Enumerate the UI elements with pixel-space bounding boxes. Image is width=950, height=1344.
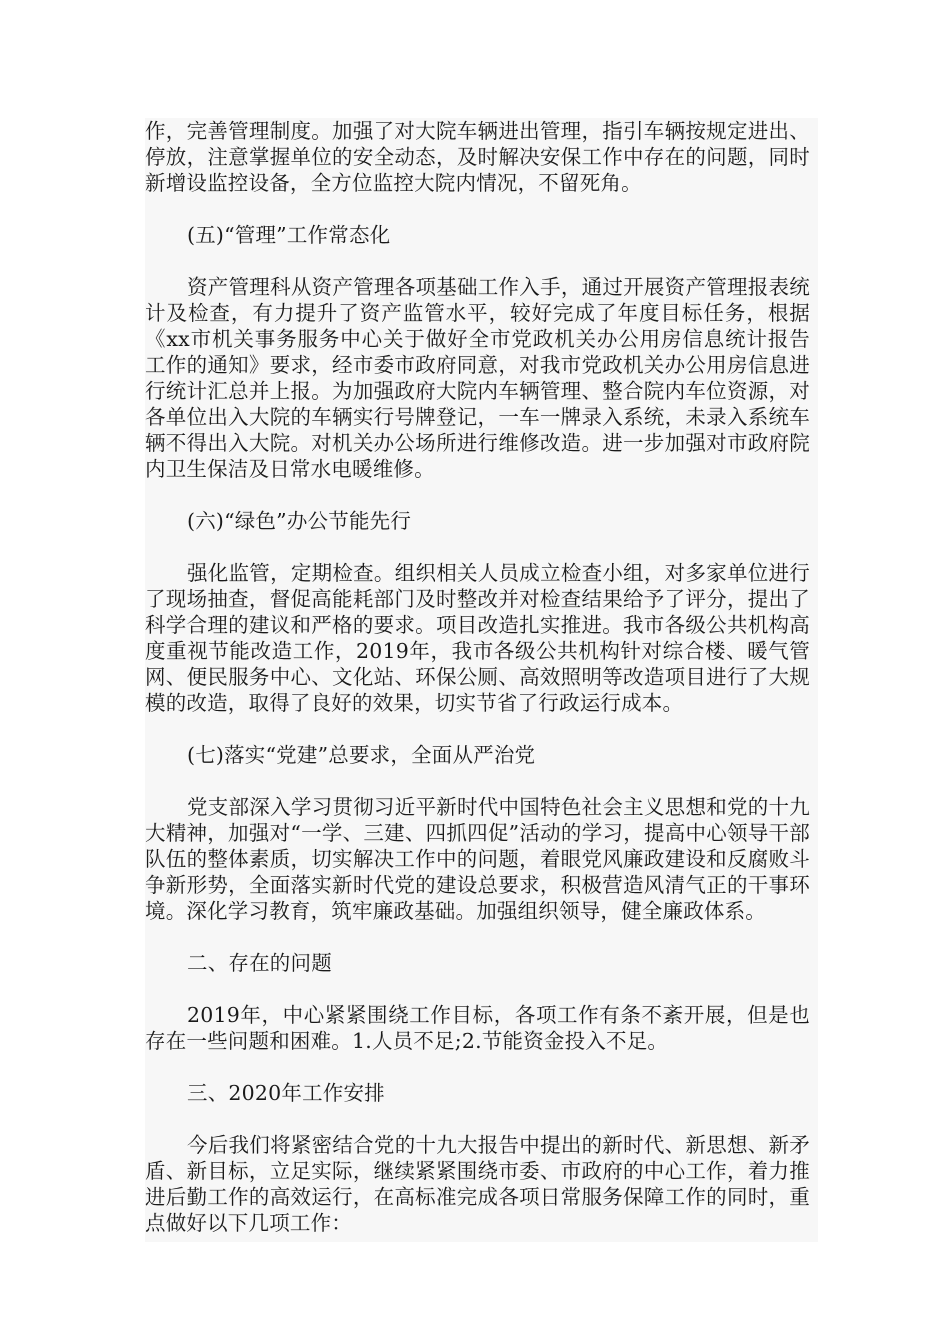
paragraph-problems: 2019年，中心紧紧围绕工作目标，各项工作有条不紊开展，但是也存在一些问题和困难。1.人员不足;2.节能资金投入不足。	[145, 1003, 810, 1053]
paragraph-party-branch: 党支部深入学习贯彻习近平新时代中国特色社会主义思想和党的十九大精神，加强对“一学、三建、四抓四促”活动的学习，提高中心领导干部队伍的整体素质，切实解决工作中的问题，着眼党风廉政建设和反腐败斗争新形势，全面落实新时代党的建设总要求，积极营造风清气正的干事环境。深化学习教育，筑牢廉政基础。加强组织领导，健全廉政体系。	[145, 795, 810, 923]
section-heading-problems: 二、存在的问题	[187, 951, 332, 975]
section-heading-green-office: (六)“绿色”办公节能先行	[187, 509, 412, 533]
section-heading-work-plan: 三、2020年工作安排	[187, 1081, 385, 1105]
section-heading-party-building: (七)落实“党建”总要求，全面从严治党	[187, 743, 536, 767]
paragraph-security-continued: 作，完善管理制度。加强了对大院车辆进出管理，指引车辆按规定进出、停放，注意掌握单位的安全动态，及时解决安保工作中存在的问题，同时新增设监控设备，全方位监控大院内情况，不留死角。	[145, 119, 810, 195]
document-body	[145, 118, 818, 1242]
paragraph-asset-management: 资产管理科从资产管理各项基础工作入手，通过开展资产管理报表统计及检查，有力提升了资产监管水平，较好完成了年度目标任务，根据《xx市机关事务服务中心关于做好全市党政机关办公用房信息统计报告工作的通知》要求，经市委市政府同意，对我市党政机关办公用房信息进行统计汇总并上报。为加强政府大院内车辆管理、整合院内车位资源，对各单位出入大院的车辆实行号牌登记，一车一牌录入系统，未录入系统车辆不得出入大院。对机关办公场所进行维修改造。进一步加强对市政府院内卫生保洁及日常水电暖维修。	[145, 275, 810, 481]
paragraph-work-plan: 今后我们将紧密结合党的十九大报告中提出的新时代、新思想、新矛盾、新目标，立足实际，继续紧紧围绕市委、市政府的中心工作，着力推进后勤工作的高效运行，在高标准完成各项日常服务保障工作的同时，重点做好以下几项工作：	[145, 1133, 810, 1235]
section-heading-management: (五)“管理”工作常态化	[187, 223, 391, 247]
paragraph-energy-saving: 强化监管，定期检查。组织相关人员成立检查小组，对多家单位进行了现场抽查，督促高能耗部门及时整改并对检查结果给予了评分，提出了科学合理的建议和严格的要求。项目改造扎实推进。我市各级公共机构高度重视节能改造工作，2019年，我市各级公共机构针对综合楼、暖气管网、便民服务中心、文化站、环保公厕、高效照明等改造项目进行了大规模的改造，取得了良好的效果，切实节省了行政运行成本。	[145, 561, 810, 715]
